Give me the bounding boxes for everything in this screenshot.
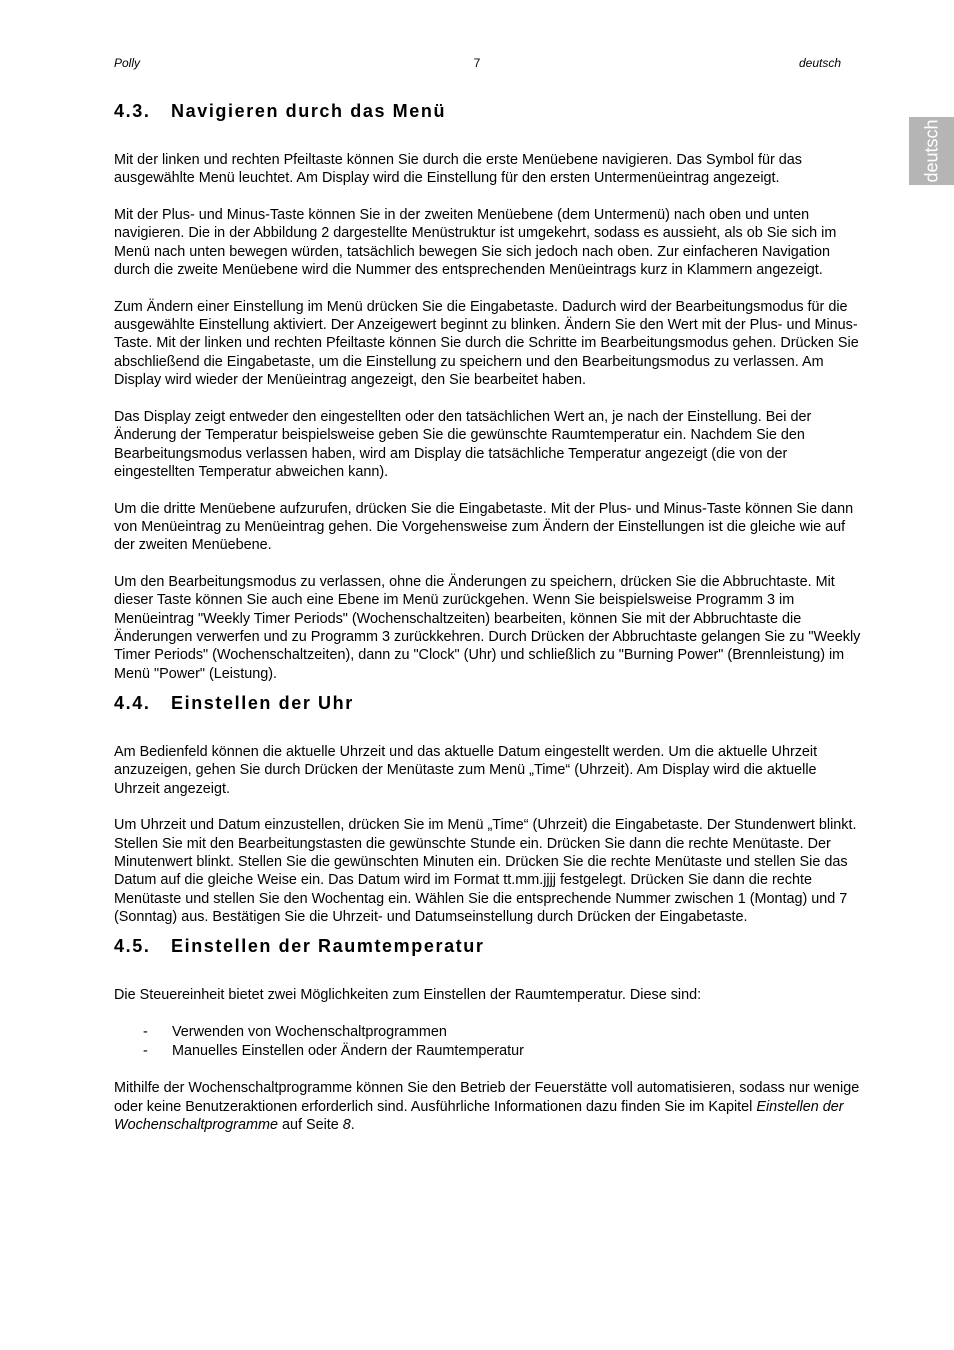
bullet-list [114,1023,866,1061]
header-document-name: Polly [114,56,141,70]
section-number: 4.3. [114,101,151,121]
section-number: 4.5. [114,936,151,957]
header-language: deutsch [798,56,841,70]
paragraph: Das Display zeigt entweder den eingestellten oder den tatsächlichen Wert an, je nach der Einstellung. Bei der Änderung der Temperatur beispielsweise geben Sie die gewünschte Raumtemperatur ein. Nachdem Sie den Bearbeitungsmodus verlassen haben, wird am Display die tatsächliche Temperatur angezeigt (die von der eingestellten Temperatur abweichen kann). [114,408,812,480]
section-title: Einstellen der Raumtemperatur [171,936,485,957]
section-title: Navigieren durch das Menü [171,101,447,121]
header-page-number: 7 [473,56,481,70]
paragraph: Mithilfe der Wochenschaltprogramme können Sie den Betrieb der Feuerstätte voll automatisieren, sodass nur wenige oder keine Benutzeraktionen erforderlich sind. Ausführliche Informationen dazu finden Sie im Kapitel Einstellen der Wochenschaltprogramme auf Seite 8. [114,1080,860,1134]
section-heading [114,692,866,714]
paragraph: Um die dritte Menüebene aufzurufen, drücken Sie die Eingabetaste. Mit der Plus- und Minus-Taste können Sie dann von Menüeintrag zu Menüeintrag gehen. Die Vorgehensweise zum Ändern der Einstellungen ist die gleiche wie auf der zweiten Menüebene. [114,500,854,554]
list-marker: - [143,1043,148,1060]
paragraph: Mit der Plus- und Minus-Taste können Sie in der zweiten Menüebene (dem Untermenü) nach oben und unten navigieren. Die in der Abbildung 2 dargestellte Menüstruktur ist umgekehrt, sodass es aussieht, als ob Sie sich im Menü nach unten bewegen würden, tatsächlich bewegen Sie sich jedoch nach oben. Zur einfacheren Navigation durch die zweite Menüebene wird die Nummer des entsprechenden Menüeintrags kurz in Klammern angezeigt. [114,207,837,279]
paragraph: Um Uhrzeit und Datum einzustellen, drücken Sie im Menü „Time“ (Uhrzeit) die Eingabetaste. Der Stundenwert blinkt. Stellen Sie mit den Bearbeitungstasten die gewünschte Stunde ein. Drücken Sie dann die rechte Menütaste. Der Minutenwert blinkt. Stellen Sie die gewünschten Minuten ein. Drücken Sie die rechte Menütaste und stellen Sie das Datum auf die gleiche Weise ein. Das Datum wird im Format tt.mm.jjjj festgelegt. Drücken Sie dann die rechte Menütaste und stellen Sie den Wochentag ein. Wählen Sie die entsprechende Nummer zwischen 1 (Montag) und 7 (Sonntag) aus. Bestätigen Sie die Uhrzeit- und Datumseinstellung durch Drücken der Eingabetaste. [114,817,857,926]
section-heading [114,935,866,957]
language-side-tab [909,117,954,185]
section-number: 4.4. [114,692,151,713]
paragraph: Mit der linken und rechten Pfeiltaste können Sie durch die erste Menüebene navigieren. Das Symbol für das ausgewählte Menü leuchtet. Am Display wird die Einstellung für den ersten Untermenüeintrag angezeigt. [114,152,802,187]
paragraph: Am Bedienfeld können die aktuelle Uhrzeit und das aktuelle Datum eingestellt werden. Um die aktuelle Uhrzeit anzuzeigen, gehen Sie durch Drücken der Menütaste zum Menü „Time“ (Uhrzeit). Am Display wird die aktuelle Uhrzeit angezeigt. [114,743,818,797]
list-marker: - [143,1024,148,1041]
list-item: - Manuelles Einstellen oder Ändern der Raumtemperatur [143,1043,524,1060]
language-side-tab-label: deutsch [921,119,941,183]
section-heading [114,100,866,122]
list-item: - Verwenden von Wochenschaltprogrammen [143,1024,447,1041]
page-reference: 8 [342,1117,351,1134]
page-content [114,100,866,1134]
section-title: Einstellen der Uhr [171,692,354,713]
paragraph: Um den Bearbeitungsmodus zu verlassen, ohne die Änderungen zu speichern, drücken Sie die Abbruchtaste. Mit dieser Taste können Sie auch eine Ebene im Menü zurückgehen. Wenn Sie beispielsweise Programm 3 im Menüeintrag "Weekly Timer Periods" (Wochenschaltzeiten) bearbeiten, können Sie mit der Abbruchtaste die Änderungen verwerfen und zu Programm 3 zurückkehren. Durch Drücken der Abbruchtaste gelangen Sie zu "Weekly Timer Periods" (Wochenschaltzeiten), dann zu "Clock" (Uhr) und schließlich zu "Burning Power" (Brennleistung) im Menü "Power" (Leistung). [114,573,861,682]
chapter-reference: Einstellen der Wochenschaltprogramme [114,1098,844,1134]
paragraph: Die Steuereinheit bietet zwei Möglichkeiten zum Einstellen der Raumtemperatur. Diese sind: [114,987,702,1004]
paragraph: Zum Ändern einer Einstellung im Menü drücken Sie die Eingabetaste. Dadurch wird der Bearbeitungsmodus für die ausgewählte Einstellung aktiviert. Der Anzeigewert beginnt zu blinken. Ändern Sie den Wert mit der Plus- und Minus-Taste. Mit der linken und rechten Pfeiltaste können Sie durch die Schritte im Bearbeitungsmodus gehen. Drücken Sie abschließend die Eingabetaste, um die Einstellung zu speichern und den Bearbeitungsmodus zu verlassen. Am Display wird wieder der Menüeintrag angezeigt, den Sie bearbeitet haben. [114,298,859,389]
